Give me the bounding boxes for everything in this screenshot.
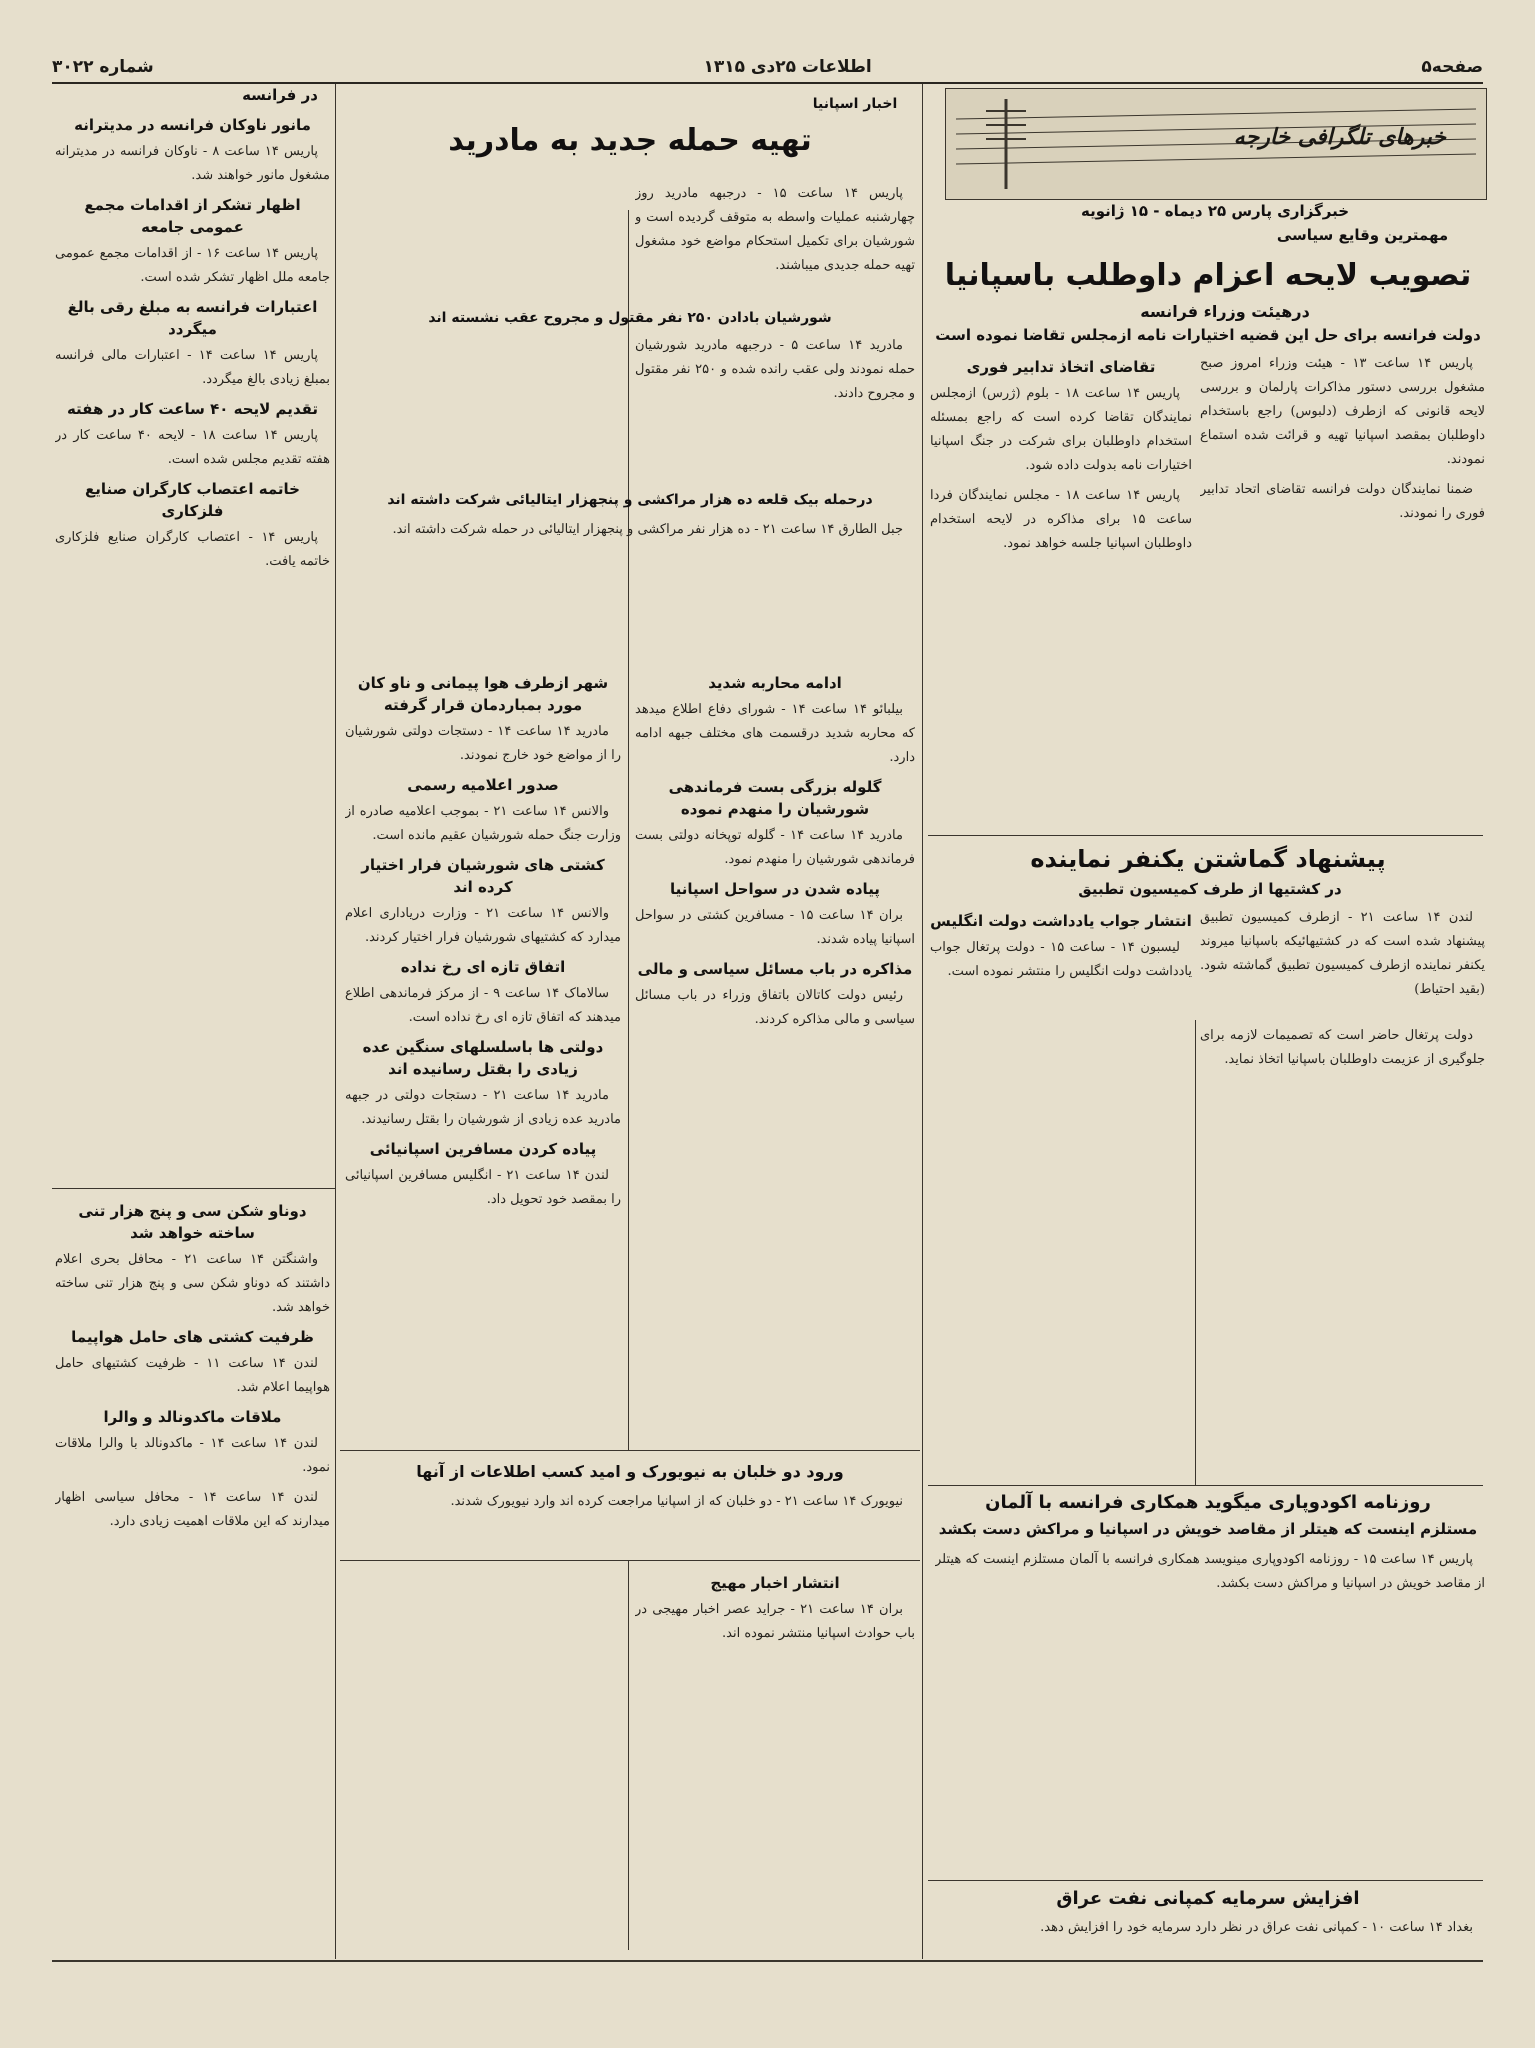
sub-4-text: مادرید ۱۴ ساعت ۱۴ - دستجات دولتی شورشیان را از مواضع خود خارج نمودند. [345,724,621,763]
section-rule [928,835,1483,836]
sub-heading: تقدیم لایحه ۴۰ ساعت کار در هفته [66,400,319,418]
sub-6-text: والانس ۱۴ ساعت ۲۱ - بموجب اعلامیه صادره از وزارت جنگ حمله شورشیان عقیم مانده است. [345,804,621,843]
bottom-rule [52,1960,1483,1962]
sub-heading: مذاکره در باب مسائل سیاسی و مالی [637,960,913,978]
iraq-story [935,1916,1485,1956]
sub-heading: درحمله بیک قلعه ده هزار مراکشی و پنجهزار ایتالیائی شرکت داشته اند [387,492,873,508]
column-rule [628,1560,629,1950]
germany-story [935,1548,1485,1873]
agency-line: خبرگزاری پارس ۲۵ دیماه - ۱۵ ژانویه [1080,202,1350,220]
middle-right-col [635,668,915,1448]
sub-heading: اعتبارات فرانسه به مبلغ رقی بالغ میگردد [67,298,318,338]
section-rule [340,1450,920,1451]
middle-bottom-right [635,1568,915,1953]
sub-heading: صدور اعلامیه رسمی [407,776,559,794]
sub-2-text: پاریس ۱۴ ساعت ۱۸ - مجلس نمایندگان فردا ساعت ۱۵ برای مذاکره در لایحه استخدام داوطلبان اسپانیا جلسه خواهد نمود. [930,488,1192,551]
germany-text: پاریس ۱۴ ساعت ۱۵ - روزنامه اکودوپاری مینویسد همکاری فرانسه با آلمان مستلزم اینست که هیتلر از مقاصد خویش در اسپانیا و مراکش دست بکشد. [935,1552,1485,1591]
sub-heading: انتشار اخبار مهیج [710,1574,840,1592]
sub-heading: ملاقات ماکدونالد و والرا [103,1408,282,1426]
sub-heading: شورشیان بادادن ۲۵۰ نفر مقتول و مجروح عقب نشسته اند [428,310,832,326]
big-text: لندن ۱۴ ساعت ۲۱ - ازطرف کمیسیون تطبیق پیشنهاد شده است که در کشتیهائیکه باسپانیا میروند یکنفر نماینده ازطرف کمیسیون تطبیق گماشته شود. (بقید احتیاط) [1200,910,1485,997]
left-sub-6-text: واشنگتن ۱۴ ساعت ۲۱ - محافل بحری اعلام داشتند که دوناو شکن سی و پنج هزار تنی ساخته خواهد شد. [55,1252,330,1315]
germany-headline: روزنامه اکودوپاری میگوید همکاری فرانسه با آلمان [985,1492,1431,1513]
banner-title: خبرهای تلگرافی خارجه [1233,125,1446,150]
lead-text-1: پاریس ۱۴ ساعت ۱۳ - هیئت وزراء امروز صبح مشغول بررسی دستور مذاکرات پارلمان و بررسی لایحه قانونی که ازطرف (دلبوس) راجع باستخدام داوطلبان بمقصد اسپانیا تهیه و قرائت شده استماع نمودند. [1200,356,1485,467]
sub-9-text: بران ۱۴ ساعت ۱۵ - مسافرین کشتی در سواحل اسپانیا پیاده شدند. [635,908,915,947]
sub-heading: دولتی ها باسلسلهای سنگین عده زیادی را بقتل رسانیده اند [362,1038,604,1078]
big-subhead: در کشتیها از طرف کمیسیون تطبیق [1078,880,1342,898]
sub-3-text: بیلبائو ۱۴ ساعت ۱۴ - شورای دفاع اطلاع میدهد که محاربه شدید درقسمت های مختلف جبهه ادامه دارد. [635,702,915,765]
iraq-headline: افزایش سرمایه کمپانی نفت عراق [1056,1888,1360,1909]
left-sub-1-text: پاریس ۱۴ ساعت ۸ - ناوکان فرانسه در مدیترانه مشغول مانور خواهند شد. [55,144,330,183]
sub-8-text: سالاماک ۱۴ ساعت ۹ - از مرکز فرماندهی اطلاع میدهند که اتفاق تازه ای رخ نداده است. [345,986,621,1025]
left-sub-3-text: پاریس ۱۴ ساعت ۱۴ - اعتبارات مالی فرانسه بمبلغ زیادی بالغ میگردد. [55,348,330,387]
sub-5-text: مادرید ۱۴ ساعت ۱۴ - گلوله توپخانه دولتی بست فرماندهی شورشیان را منهدم نمود. [635,828,915,867]
left-sub-4-text: پاریس ۱۴ ساعت ۱۸ - لایحه ۴۰ ساعت کار در هفته تقدیم مجلس شده است. [55,428,330,467]
sub-heading: گلوله بزرگی بست فرماندهی شورشیان را منهدم نموده [668,778,882,818]
section-title: مهمترین وقایع سیاسی [1276,226,1449,244]
madrid-headline: تهیه حمله جدید به مادرید [448,123,812,158]
lead-text-2: ضمنا نمایندگان دولت فرانسه تقاضای اتحاد تدابیر فوری را نمودند. [1200,482,1485,521]
lead-story-col-2 [930,352,1192,822]
left-col-top [55,110,330,1185]
madrid-intro [635,182,915,300]
sub-3-text-2: دولت پرتغال حاضر است که تصمیمات لازمه برای جلوگیری از عزیمت داوطلبان باسپانیا اتخاذ نماید. [1200,1028,1485,1067]
sub-7-text: والانس ۱۴ ساعت ۲۱ - وزارت دریاداری اعلام میدارد که کشتیهای شورشیان فرار اختیار کردند. [345,906,621,945]
section-rule [52,1188,335,1189]
lead-story-col-1 [1200,352,1485,822]
lead-subhead: درهیئت وزراء فرانسه [1140,302,1310,321]
sub-13-text: نیویورک ۱۴ ساعت ۲۱ - دو خلبان که از اسپانیا مراجعت کرده اند وارد نیویورک شدند. [450,1494,903,1509]
telegraph-banner [945,88,1487,200]
big-headline: پیشنهاد گماشتن یکنفر نماینده [1030,845,1386,873]
section-rule [928,1485,1483,1486]
middle-left-col [345,668,621,1448]
sub-heading: شهر ازطرف هوا پیمانی و ناو کان مورد بمباردمان قرار گرفته [357,674,609,714]
germany-deck: مستلزم اینست که هیتلر از مقاصد خویش در اسپانیا و مراکش دست بکشد [938,1520,1478,1538]
sub-1-text: پاریس ۱۴ ساعت ۱۸ - بلوم (ژرس) ازمجلس نمایندگان تقاضا کرده است که راجع بمسئله استخدام داوطلبان برای شرکت در جنگ اسپانیا اختیارات نامه بدولت داده شود. [930,386,1192,473]
left-sub-8-text: لندن ۱۴ ساعت ۱۴ - ماکدونالد با والرا ملاقات نمود. [55,1436,330,1475]
middle-text-1: پاریس ۱۴ ساعت ۱۵ - درجبهه مادرید روز چهارشنبه عملیات واسطه به متوقف گردیده است و شورشیان برای تکمیل استحکام مواضع خود مشغول تهیه حمله جدیدی میباشند. [635,186,915,273]
section-rule [928,1880,1483,1881]
sub-heading: کشتی های شورشیان فرار اختیار کرده اند [361,856,605,896]
sub-3-text: لیسبون ۱۴ - ساعت ۱۵ - دولت پرتغال جواب یادداشت دولت انگلیس را منتشر نموده است. [930,940,1192,979]
lead-headline: تصویب لایحه اعزام داوطلب باسپانیا [944,258,1472,293]
sub-heading: ظرفیت کشتی های حامل هواپیما [71,1328,314,1346]
issue-line: اطلاعات ۲۵دی ۱۳۱۵ [703,57,872,77]
sub-heading: مانور ناوکان فرانسه در مدیترانه [74,116,311,134]
issue-number: شماره ۳۰۲۲ [52,57,154,77]
page-header [52,52,1483,84]
spain-news-label: اخبار اسپانیا [812,96,898,112]
column-rule [922,84,923,1959]
column-rule [1195,1020,1196,1485]
sub-heading: اظهار تشکر از اقدامات مجمع عمومی جامعه [84,196,301,236]
sub-2-text: جبل الطارق ۱۴ ساعت ۲۱ - ده هزار نفر مراکشی و پنجهزار ایتالیائی در حمله شرکت داشته اند. [392,522,903,537]
sub-10-text: مادرید ۱۴ ساعت ۲۱ - دستجات دولتی در جبهه مادرید عده زیادی از شورشیان را بقتل رسانیدند. [345,1088,621,1127]
sub-heading: اتفاق تازه ای رخ نداده [400,958,566,976]
big-story-col-2 [930,906,1192,1016]
sub-heading: دوناو شکن سی و پنج هزار تنی ساخته خواهد شد [78,1202,307,1242]
left-sub-8-text-2: لندن ۱۴ ساعت ۱۴ - محافل سیاسی اظهار میدارند که این ملاقات اهمیت زیادی دارد. [55,1490,330,1529]
sub-14-text: بران ۱۴ ساعت ۲۱ - جراید عصر اخبار مهیجی در باب حوادث اسپانیا منتشر نموده اند. [635,1602,915,1641]
sub-12-text: لندن ۱۴ ساعت ۲۱ - انگلیس مسافرین اسپانیائی را بمقصد خود تحویل داد. [345,1168,621,1207]
middle-story-c [345,1490,915,1556]
left-sub-2-text: پاریس ۱۴ ساعت ۱۶ - از اقدامات مجمع عمومی جامعه ملل اظهار تشکر شده است. [55,246,330,285]
column-rule [628,210,629,1450]
column-rule [335,84,336,1959]
sub-heading: ورود دو خلبان به نیویورک و امید کسب اطلاعات از آنها [416,1462,844,1481]
sub-heading: پیاده شدن در سواحل اسپانیا [670,880,880,898]
france-section-title: در فرانسه [242,86,318,104]
left-sub-7-text: لندن ۱۴ ساعت ۱۱ - ظرفیت کشتیهای حامل هواپیما اعلام شد. [55,1356,330,1395]
sub-heading: پیاده کردن مسافرین اسپانیائی [369,1140,597,1158]
sub-heading: ادامه محاربه شدید [708,674,842,692]
iraq-text: بغداد ۱۴ ساعت ۱۰ - کمپانی نفت عراق در نظر دارد سرمایه خود را افزایش دهد. [1040,1920,1473,1935]
sub-11-text: رئیس دولت کاتالان باتفاق وزراء در باب مسائل سیاسی و مالی مذاکره کردند. [635,988,915,1027]
sub-heading: خاتمه اعتصاب کارگران صنایع فلزکاری [84,480,300,520]
section-rule [340,1560,920,1561]
page-label: صفحه۵ [1421,57,1483,77]
sub-1-text: مادرید ۱۴ ساعت ۵ - درجبهه مادرید شورشیان حمله نمودند ولی عقب رانده شده و ۲۵۰ نفر مقتول و مجروح دادند. [635,338,915,401]
sub-heading: تقاضای اتخاذ تدابیر فوری [966,358,1156,376]
lead-deck: دولت فرانسه برای حل این قضیه اختیارات نامه ازمجلس تقاضا نموده است [935,326,1481,344]
big-story-col-1 [1200,906,1485,1016]
middle-story-b [345,518,915,658]
middle-story-a [635,334,915,484]
sub-heading: انتشار جواب یادداشت دولت انگلیس [930,912,1192,930]
left-col-bottom [55,1196,330,1954]
left-sub-5-text: پاریس ۱۴ - اعتصاب کارگران صنایع فلزکاری خاتمه یافت. [55,530,330,569]
right-story-col-3 [1200,1024,1485,1479]
